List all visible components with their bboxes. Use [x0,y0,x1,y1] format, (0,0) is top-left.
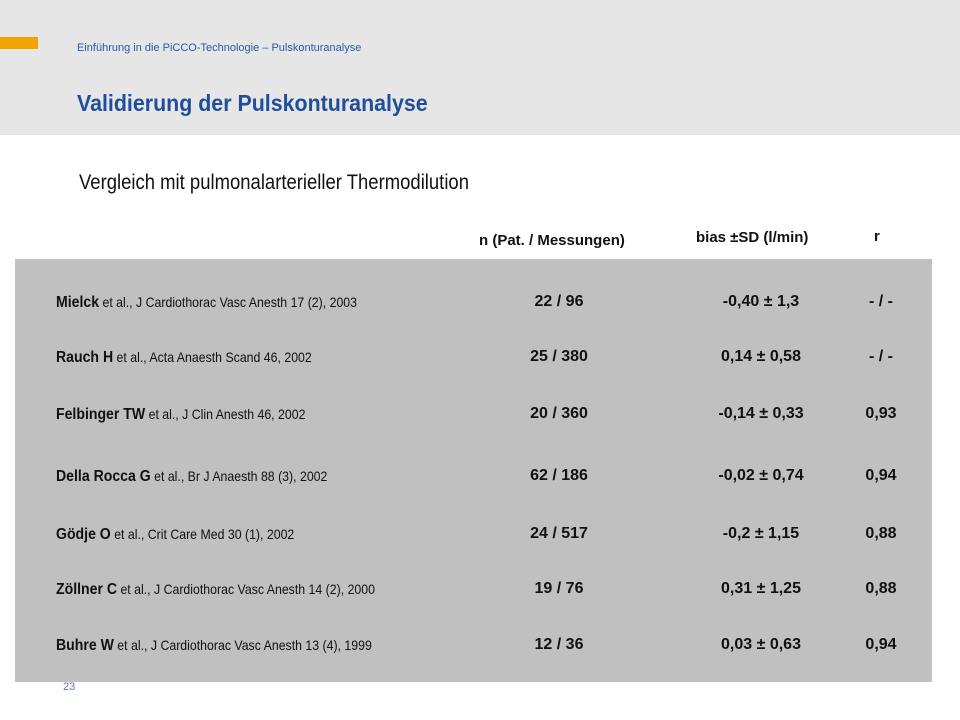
citation: et al., Crit Care Med 30 (1), 2002 [110,526,295,542]
accent-bar [0,37,38,49]
column-header-bias: bias ±SD (l/min) [696,229,809,246]
citation: et al., Br J Anaesth 88 (3), 2002 [150,468,328,484]
slide-subtitle: Vergleich mit pulmonalarterieller Thermodilution [79,171,469,194]
bias-sd-cell: -0,2 ± 1,15 [722,525,800,542]
citation: et al., Acta Anaesth Scand 46, 2002 [113,349,312,365]
author-name: Gödje O [56,526,111,543]
correlation-cell: - / - [869,348,893,365]
patients-measurements-cell: 24 / 517 [530,525,588,542]
bias-sd-cell: 0,03 ± 0,63 [721,636,801,653]
citation: et al., J Cardiothorac Vasc Anesth 13 (4), 1999 [113,637,372,653]
author-name: Rauch H [56,349,114,366]
patients-measurements-cell: 25 / 380 [530,348,588,365]
patients-measurements-cell: 22 / 96 [534,293,584,310]
correlation-cell: 0,94 [865,467,897,484]
correlation-cell: 0,93 [865,405,897,422]
bias-sd-cell: -0,02 ± 0,74 [718,467,804,484]
citation: et al., J Cardiothorac Vasc Anesth 17 (2), 2003 [99,294,358,310]
author-name: Felbinger TW [56,406,146,423]
citation: et al., J Clin Anesth 46, 2002 [145,406,306,422]
author-name: Buhre W [56,637,114,654]
patients-measurements-cell: 20 / 360 [530,405,588,422]
reference-cell [56,399,305,430]
column-header-n: n (Pat. / Messungen) [479,232,625,249]
breadcrumb: Einführung in die PiCCO-Technologie – Pulskonturanalyse [77,42,362,54]
table-row [15,342,932,372]
patients-measurements-cell: 62 / 186 [530,467,588,484]
reference-cell [56,574,375,605]
table-row [15,461,932,491]
reference-cell [56,461,327,492]
patients-measurements-cell: 12 / 36 [534,636,584,653]
bias-sd-cell: -0,40 ± 1,3 [722,293,800,310]
reference-cell [56,519,294,550]
patients-measurements-cell: 19 / 76 [534,580,584,597]
correlation-cell: 0,94 [865,636,897,653]
reference-cell [56,342,312,373]
correlation-cell: 0,88 [865,580,897,597]
correlation-cell: 0,88 [865,525,897,542]
bias-sd-cell: 0,14 ± 0,58 [721,348,801,365]
column-header-r: r [874,228,880,245]
citation: et al., J Cardiothorac Vasc Anesth 14 (2), 2000 [117,581,375,597]
table-row [15,574,932,604]
bias-sd-cell: 0,31 ± 1,25 [721,580,801,597]
table-row [15,519,932,549]
correlation-cell: - / - [869,293,893,310]
reference-cell [56,630,372,661]
table-row [15,287,932,317]
reference-cell [56,287,357,318]
page-title: Validierung der Pulskonturanalyse [77,90,428,116]
author-name: Zöllner C [56,581,118,598]
table-row [15,399,932,429]
author-name: Della Rocca G [56,468,151,485]
table-row [15,630,932,660]
author-name: Mielck [56,294,100,311]
results-table [15,259,932,682]
bias-sd-cell: -0,14 ± 0,33 [718,405,804,422]
page-number: 23 [63,681,76,693]
